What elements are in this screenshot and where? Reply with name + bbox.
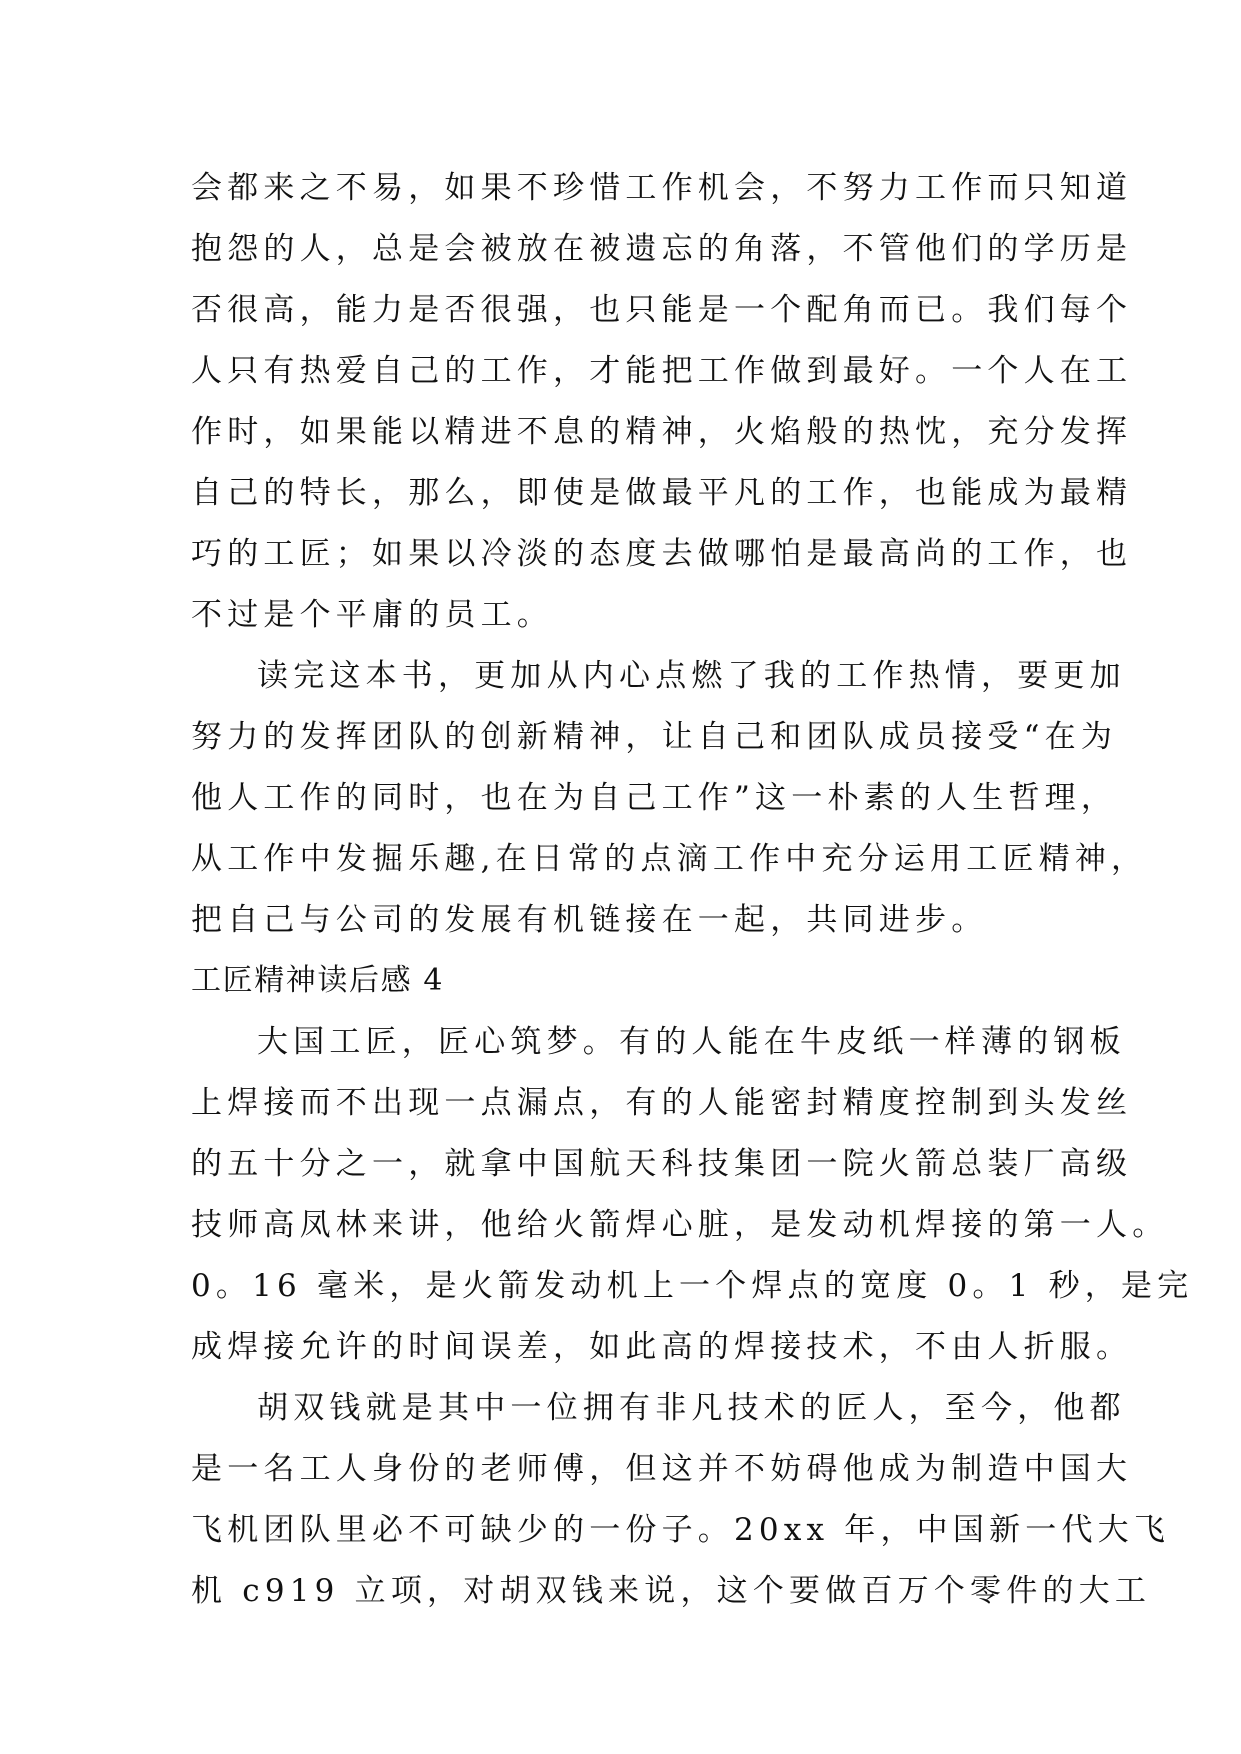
text-line: 0。16 毫米，是火箭发动机上一个焊点的宽度 0。1 秒，是完: [191, 1268, 1194, 1304]
text-line: 自己的特长，那么，即使是做最平凡的工作，也能成为最精: [191, 475, 1133, 511]
paragraph-first-line: 大国工匠，匠心筑梦。有的人能在牛皮纸一样薄的钢板: [257, 1024, 1126, 1060]
text-line: 上焊接而不出现一点漏点，有的人能密封精度控制到头发丝: [191, 1085, 1133, 1121]
text-line: 他人工作的同时，也在为自己工作”这一朴素的人生哲理，: [191, 780, 1118, 816]
text-line: 的五十分之一，就拿中国航天科技集团一院火箭总装厂高级: [191, 1146, 1133, 1182]
text-line: 是一名工人身份的老师傅，但这并不妨碍他成为制造中国大: [191, 1451, 1133, 1487]
text-line: 成焊接允许的时间误差，如此高的焊接技术，不由人折服。: [191, 1329, 1133, 1365]
text-line: 抱怨的人，总是会被放在被遗忘的角落，不管他们的学历是: [191, 231, 1133, 267]
paragraph-first-line: 读完这本书，更加从内心点燃了我的工作热情，要更加: [257, 658, 1126, 694]
paragraph-first-line: 胡双钱就是其中一位拥有非凡技术的匠人，至今，他都: [257, 1390, 1126, 1426]
text-line: 从工作中发掘乐趣,在日常的点滴工作中充分运用工匠精神，: [191, 841, 1148, 877]
text-line: 机 c919 立项，对胡双钱来说，这个要做百万个零件的大工: [191, 1573, 1152, 1609]
text-line: 否很高，能力是否很强，也只能是一个配角而已。我们每个: [191, 292, 1133, 328]
text-line: 人只有热爱自己的工作，才能把工作做到最好。一个人在工: [191, 353, 1133, 389]
text-line: 把自己与公司的发展有机链接在一起，共同进步。: [191, 902, 988, 938]
text-line: 飞机团队里必不可缺少的一份子。20xx 年，中国新一代大飞: [191, 1512, 1171, 1548]
text-line: 作时，如果能以精进不息的精神，火焰般的热忱，充分发挥: [191, 414, 1133, 450]
text-line: 不过是个平庸的员工。: [191, 597, 553, 633]
text-line: 努力的发挥团队的创新精神，让自己和团队成员接受“在为: [191, 719, 1118, 755]
text-line: 技师高凤林来讲，他给火箭焊心脏，是发动机焊接的第一人。: [191, 1207, 1169, 1243]
text-line: 巧的工匠；如果以冷淡的态度去做哪怕是最高尚的工作，也: [191, 536, 1133, 572]
text-line: 会都来之不易，如果不珍惜工作机会，不努力工作而只知道: [191, 170, 1133, 206]
section-heading: 工匠精神读后感 4: [191, 963, 445, 998]
